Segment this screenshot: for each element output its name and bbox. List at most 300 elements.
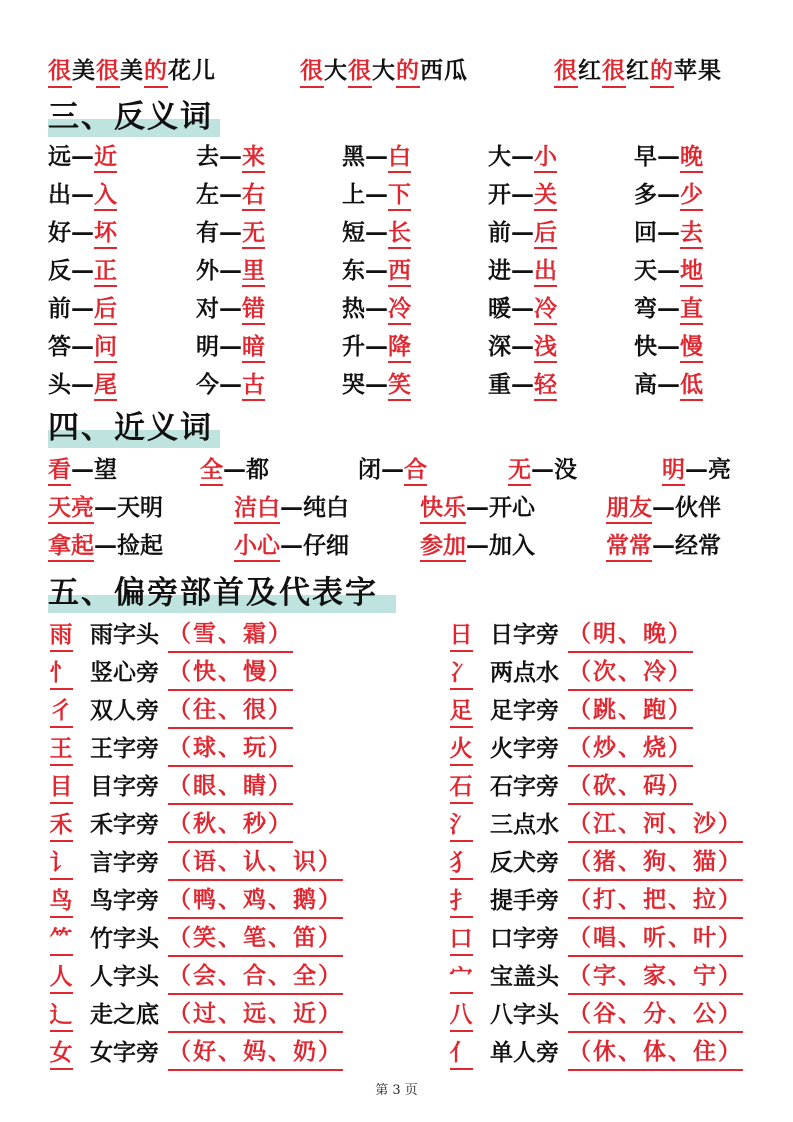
- antonym-pair: [48, 140, 117, 174]
- radical-name: 石字旁: [490, 773, 559, 800]
- phrase-char: 美: [72, 57, 96, 84]
- antonym-pair: [48, 254, 117, 288]
- antonym-answer: 出: [534, 257, 557, 287]
- antonym-answer: 后: [534, 219, 557, 249]
- antonym-answer: 问: [94, 333, 117, 363]
- dash: —: [71, 181, 94, 208]
- dash: —: [685, 456, 708, 483]
- radical-name: 女字旁: [90, 1039, 159, 1066]
- synonym-word: 经常: [675, 532, 721, 559]
- radical-char-box: [448, 655, 474, 691]
- synonym-answer: 无: [508, 456, 531, 486]
- antonym-answer: 来: [242, 143, 265, 173]
- antonym-word: 早: [634, 143, 657, 170]
- synonym-answer: 全: [200, 456, 223, 486]
- radical-char-box: [48, 693, 74, 729]
- antonym-answer: 错: [242, 295, 265, 325]
- synonym-answer: 明: [662, 456, 685, 486]
- antonym-word: 黑: [342, 143, 365, 170]
- antonym-pair: [196, 216, 265, 250]
- phrase-char: 苹果: [674, 57, 722, 84]
- synonym-pair: [48, 528, 163, 564]
- radical-char: 亻: [450, 1038, 473, 1070]
- antonym-answer: 晚: [680, 143, 703, 173]
- radical-name: 宝盖头: [490, 963, 559, 990]
- radical-examples: （谷、分、公）: [568, 997, 743, 1033]
- phrase-red-char: 很: [48, 56, 72, 88]
- section3-title: 三、反义词: [48, 99, 213, 135]
- radical-char: 王: [50, 734, 73, 766]
- antonym-grid: [48, 140, 788, 406]
- radical-row: [448, 997, 778, 1035]
- radical-char-box: [448, 693, 474, 729]
- dash: —: [365, 295, 388, 322]
- dash: —: [280, 494, 303, 521]
- antonym-pair: [342, 216, 411, 250]
- radical-char-box: [448, 1035, 474, 1071]
- antonym-pair: [488, 216, 557, 250]
- phrase-3: [554, 52, 722, 88]
- dash: —: [511, 143, 534, 170]
- dash: —: [531, 456, 554, 483]
- antonym-pair: [488, 292, 557, 326]
- radical-char-box: [48, 959, 74, 995]
- antonym-answer: 下: [388, 181, 411, 211]
- synonym-answer: 看: [48, 456, 71, 486]
- radical-char: 忄: [50, 658, 73, 690]
- antonym-word: 多: [634, 181, 657, 208]
- synonym-word: 仔细: [303, 532, 349, 559]
- phrase-red-char: 很: [554, 56, 578, 88]
- antonym-word: 进: [488, 257, 511, 284]
- dash: —: [657, 143, 680, 170]
- dash: —: [219, 181, 242, 208]
- synonym-answer: 常常: [606, 532, 652, 562]
- antonym-answer: 轻: [534, 371, 557, 401]
- dash: —: [365, 181, 388, 208]
- radical-name: 走之底: [90, 1001, 159, 1028]
- dash: —: [365, 257, 388, 284]
- radical-char: 人: [50, 962, 73, 994]
- antonym-pair: [634, 178, 703, 212]
- antonym-answer: 正: [94, 257, 117, 287]
- antonym-word: 前: [488, 219, 511, 246]
- dash: —: [381, 456, 404, 483]
- synonym-pair: [420, 528, 535, 564]
- synonym-word: 捡起: [117, 532, 163, 559]
- radical-char: 犭: [450, 848, 473, 880]
- radical-name: 提手旁: [490, 887, 559, 914]
- radical-char: 讠: [50, 848, 73, 880]
- dash: —: [652, 494, 675, 521]
- antonym-answer: 无: [242, 219, 265, 249]
- radical-row: [48, 883, 378, 921]
- radical-char: 雨: [50, 620, 73, 652]
- antonym-pair: [196, 178, 265, 212]
- radical-row: [448, 617, 778, 655]
- antonym-row: [48, 292, 788, 330]
- radical-row: [48, 845, 378, 883]
- radical-row: [448, 959, 778, 997]
- radical-name: 鸟字旁: [90, 887, 159, 914]
- radical-examples: （跳、跑）: [568, 693, 693, 729]
- antonym-row: [48, 140, 788, 178]
- antonym-word: 短: [342, 219, 365, 246]
- antonym-answer: 关: [534, 181, 557, 211]
- radical-examples: （笑、笔、笛）: [168, 921, 343, 957]
- radical-char-box: [448, 617, 474, 653]
- radical-row: [48, 921, 378, 959]
- synonym-word: 开心: [489, 494, 535, 521]
- radical-char: 鸟: [50, 886, 73, 918]
- antonym-pair: [488, 178, 557, 212]
- antonym-row: [48, 216, 788, 254]
- dash: —: [219, 295, 242, 322]
- radical-name: 三点水: [490, 811, 559, 838]
- phrase-red-char: 很: [300, 56, 324, 88]
- radical-name: 王字旁: [90, 735, 159, 762]
- radical-char: 石: [450, 772, 473, 804]
- synonym-word: 天明: [117, 494, 163, 521]
- antonym-pair: [48, 292, 117, 326]
- dash: —: [657, 219, 680, 246]
- radical-char-box: [448, 807, 474, 843]
- radical-name: 雨字头: [90, 621, 159, 648]
- dash: —: [219, 371, 242, 398]
- radical-char: 辶: [50, 1000, 73, 1032]
- antonym-word: 远: [48, 143, 71, 170]
- antonym-pair: [488, 254, 557, 288]
- synonym-word: 伙伴: [675, 494, 721, 521]
- radical-examples: （猪、狗、猫）: [568, 845, 743, 881]
- dash: —: [657, 333, 680, 360]
- antonym-word: 好: [48, 219, 71, 246]
- radical-char-box: [448, 997, 474, 1033]
- synonym-pair: [200, 452, 269, 488]
- radical-examples: （快、慢）: [168, 655, 293, 691]
- phrase-red-char: 的: [396, 56, 420, 88]
- phrase-char: 美: [120, 57, 144, 84]
- radical-char-box: [448, 959, 474, 995]
- antonym-answer: 冷: [534, 295, 557, 325]
- radical-char-box: [48, 845, 74, 881]
- dash: —: [71, 333, 94, 360]
- dash: —: [71, 257, 94, 284]
- radical-char: 氵: [450, 810, 473, 842]
- radical-row: [448, 769, 778, 807]
- radical-name: 口字旁: [490, 925, 559, 952]
- synonym-word: 望: [94, 456, 117, 483]
- antonym-answer: 冷: [388, 295, 411, 325]
- synonym-answer: 快乐: [420, 494, 466, 524]
- radical-row: [448, 693, 778, 731]
- synonym-answer: 拿起: [48, 532, 94, 562]
- antonym-answer: 笑: [388, 371, 411, 401]
- dash: —: [280, 532, 303, 559]
- antonym-word: 明: [196, 333, 219, 360]
- antonym-answer: 慢: [680, 333, 703, 363]
- radical-row: [448, 1035, 778, 1073]
- antonym-pair: [48, 330, 117, 364]
- phrase-char: 红: [626, 57, 650, 84]
- antonym-word: 答: [48, 333, 71, 360]
- radical-examples: （会、合、全）: [168, 959, 343, 995]
- radical-char: 女: [50, 1038, 73, 1070]
- dash: —: [71, 219, 94, 246]
- antonym-pair: [342, 330, 411, 364]
- dash: —: [511, 181, 534, 208]
- antonym-pair: [634, 140, 703, 174]
- radical-row: [48, 693, 378, 731]
- antonym-answer: 少: [680, 181, 703, 211]
- antonym-pair: [48, 368, 117, 402]
- antonym-word: 反: [48, 257, 71, 284]
- radical-char-box: [448, 845, 474, 881]
- radical-char-box: [48, 655, 74, 691]
- radical-name: 言字旁: [90, 849, 159, 876]
- antonym-answer: 后: [94, 295, 117, 325]
- dash: —: [657, 371, 680, 398]
- antonym-pair: [634, 292, 703, 326]
- radical-examples: （眼、睛）: [168, 769, 293, 805]
- antonym-word: 大: [488, 143, 511, 170]
- radical-examples: （鸭、鸡、鹅）: [168, 883, 343, 919]
- reduplication-line: [48, 52, 768, 92]
- antonym-answer: 右: [242, 181, 265, 211]
- dash: —: [219, 143, 242, 170]
- phrase-red-char: 的: [650, 56, 674, 88]
- synonym-pair: [420, 490, 535, 526]
- radical-name: 单人旁: [490, 1039, 559, 1066]
- radical-name: 反犬旁: [490, 849, 559, 876]
- synonym-answer: 参加: [420, 532, 466, 562]
- dash: —: [219, 333, 242, 360]
- dash: —: [365, 333, 388, 360]
- phrase-char: 花儿: [168, 57, 216, 84]
- antonym-word: 深: [488, 333, 511, 360]
- radical-name: 竹字头: [90, 925, 159, 952]
- radical-name: 禾字旁: [90, 811, 159, 838]
- radical-examples: （江、河、沙）: [568, 807, 743, 843]
- radical-row: [48, 997, 378, 1035]
- section4-title: 四、近义词: [48, 410, 213, 446]
- antonym-word: 头: [48, 371, 71, 398]
- radical-row: [48, 617, 378, 655]
- antonym-row: [48, 330, 788, 368]
- radical-char-box: [448, 921, 474, 957]
- radical-char: 日: [450, 620, 473, 652]
- antonym-answer: 古: [242, 371, 265, 401]
- antonym-pair: [196, 140, 265, 174]
- synonym-answer: 天亮: [48, 494, 94, 524]
- synonym-word: 都: [246, 456, 269, 483]
- antonym-word: 快: [634, 333, 657, 360]
- radical-char: 目: [50, 772, 73, 804]
- dash: —: [511, 219, 534, 246]
- synonym-row: [48, 528, 788, 566]
- antonym-pair: [634, 216, 703, 250]
- antonym-answer: 降: [388, 333, 411, 363]
- dash: —: [652, 532, 675, 559]
- dash: —: [365, 143, 388, 170]
- antonym-answer: 西: [388, 257, 411, 287]
- synonym-row: [48, 490, 788, 528]
- dash: —: [657, 295, 680, 322]
- phrase-red-char: 很: [602, 56, 626, 88]
- antonym-answer: 入: [94, 181, 117, 211]
- synonym-grid: [48, 452, 788, 566]
- synonym-pair: [606, 490, 721, 526]
- radical-row: [48, 1035, 378, 1073]
- radical-char-box: [48, 997, 74, 1033]
- synonym-word: 没: [554, 456, 577, 483]
- synonym-answer: 合: [404, 456, 427, 486]
- radical-char-box: [48, 1035, 74, 1071]
- radical-char: 彳: [50, 696, 73, 728]
- section5-heading: [48, 573, 378, 613]
- antonym-word: 弯: [634, 295, 657, 322]
- antonym-answer: 暗: [242, 333, 265, 363]
- synonym-answer: 朋友: [606, 494, 652, 524]
- antonym-pair: [342, 254, 411, 288]
- radical-row: [48, 807, 378, 845]
- dash: —: [219, 257, 242, 284]
- dash: —: [219, 219, 242, 246]
- antonym-row: [48, 254, 788, 292]
- radical-examples: （明、晚）: [568, 617, 693, 653]
- radical-examples: （砍、码）: [568, 769, 693, 805]
- radical-char: 八: [450, 1000, 473, 1032]
- radical-char-box: [48, 769, 74, 805]
- phrase-char: 大: [372, 57, 396, 84]
- dash: —: [511, 333, 534, 360]
- radical-char: 口: [450, 924, 473, 956]
- dash: —: [94, 532, 117, 559]
- synonym-word: 纯白: [303, 494, 349, 521]
- synonym-pair: [234, 528, 349, 564]
- radical-char-box: [48, 921, 74, 957]
- radical-examples: （往、很）: [168, 693, 293, 729]
- dash: —: [466, 532, 489, 559]
- radical-name: 两点水: [490, 659, 559, 686]
- radical-char: 禾: [50, 810, 73, 842]
- phrase-char: 红: [578, 57, 602, 84]
- antonym-pair: [488, 330, 557, 364]
- phrase-char: 大: [324, 57, 348, 84]
- radical-name: 火字旁: [490, 735, 559, 762]
- radical-name: 足字旁: [490, 697, 559, 724]
- synonym-pair: [48, 452, 117, 488]
- antonym-answer: 浅: [534, 333, 557, 363]
- antonym-word: 去: [196, 143, 219, 170]
- radical-name: 人字头: [90, 963, 159, 990]
- antonym-word: 出: [48, 181, 71, 208]
- antonym-pair: [488, 140, 557, 174]
- radical-examples: （秋、秒）: [168, 807, 293, 843]
- synonym-pair: [606, 528, 721, 564]
- synonym-word: 闭: [358, 456, 381, 483]
- radical-char: ⺮: [50, 924, 73, 956]
- antonym-word: 开: [488, 181, 511, 208]
- antonym-pair: [634, 368, 703, 402]
- dash: —: [511, 371, 534, 398]
- dash: —: [365, 371, 388, 398]
- synonym-pair: [662, 452, 731, 488]
- antonym-word: 高: [634, 371, 657, 398]
- antonym-word: 左: [196, 181, 219, 208]
- dash: —: [94, 494, 117, 521]
- radical-row: [48, 731, 378, 769]
- radical-char-box: [448, 883, 474, 919]
- radical-row: [448, 921, 778, 959]
- antonym-pair: [196, 330, 265, 364]
- phrase-red-char: 的: [144, 56, 168, 88]
- radical-char-box: [48, 617, 74, 653]
- radical-examples: （次、冷）: [568, 655, 693, 691]
- phrase-1: [48, 52, 216, 88]
- antonym-row: [48, 178, 788, 216]
- synonym-answer: 洁白: [234, 494, 280, 524]
- radical-row: [448, 655, 778, 693]
- dash: —: [657, 257, 680, 284]
- antonym-word: 上: [342, 181, 365, 208]
- radical-list-left: [48, 617, 378, 1073]
- antonym-answer: 地: [680, 257, 703, 287]
- radical-row: [48, 769, 378, 807]
- radical-examples: （炒、烧）: [568, 731, 693, 767]
- radical-examples: （唱、听、叶）: [568, 921, 743, 957]
- radical-char-box: [448, 731, 474, 767]
- radical-examples: （打、把、拉）: [568, 883, 743, 919]
- antonym-answer: 坏: [94, 219, 117, 249]
- dash: —: [71, 143, 94, 170]
- antonym-word: 对: [196, 295, 219, 322]
- radical-name: 竖心旁: [90, 659, 159, 686]
- dash: —: [657, 181, 680, 208]
- radical-row: [448, 807, 778, 845]
- dash: —: [71, 371, 94, 398]
- antonym-word: 重: [488, 371, 511, 398]
- radical-examples: （休、体、住）: [568, 1035, 743, 1071]
- section4-heading: [48, 408, 213, 448]
- antonym-word: 升: [342, 333, 365, 360]
- antonym-word: 外: [196, 257, 219, 284]
- antonym-word: 回: [634, 219, 657, 246]
- antonym-word: 天: [634, 257, 657, 284]
- synonym-pair: [48, 490, 163, 526]
- section3-heading: [48, 97, 213, 137]
- radical-name: 日字旁: [490, 621, 559, 648]
- page-number: 第 3 页: [375, 1083, 418, 1098]
- synonym-word: 加入: [489, 532, 535, 559]
- radical-char: 火: [450, 734, 473, 766]
- radical-row: [448, 883, 778, 921]
- dash: —: [365, 219, 388, 246]
- synonym-pair: [358, 452, 427, 488]
- radical-row: [448, 845, 778, 883]
- radical-examples: （雪、霜）: [168, 617, 293, 653]
- radical-name: 双人旁: [90, 697, 159, 724]
- radical-char-box: [448, 769, 474, 805]
- antonym-word: 哭: [342, 371, 365, 398]
- antonym-answer: 低: [680, 371, 703, 401]
- antonym-answer: 直: [680, 295, 703, 325]
- dash: —: [511, 295, 534, 322]
- antonym-pair: [196, 254, 265, 288]
- antonym-pair: [48, 178, 117, 212]
- antonym-word: 暖: [488, 295, 511, 322]
- synonym-answer: 小心: [234, 532, 280, 562]
